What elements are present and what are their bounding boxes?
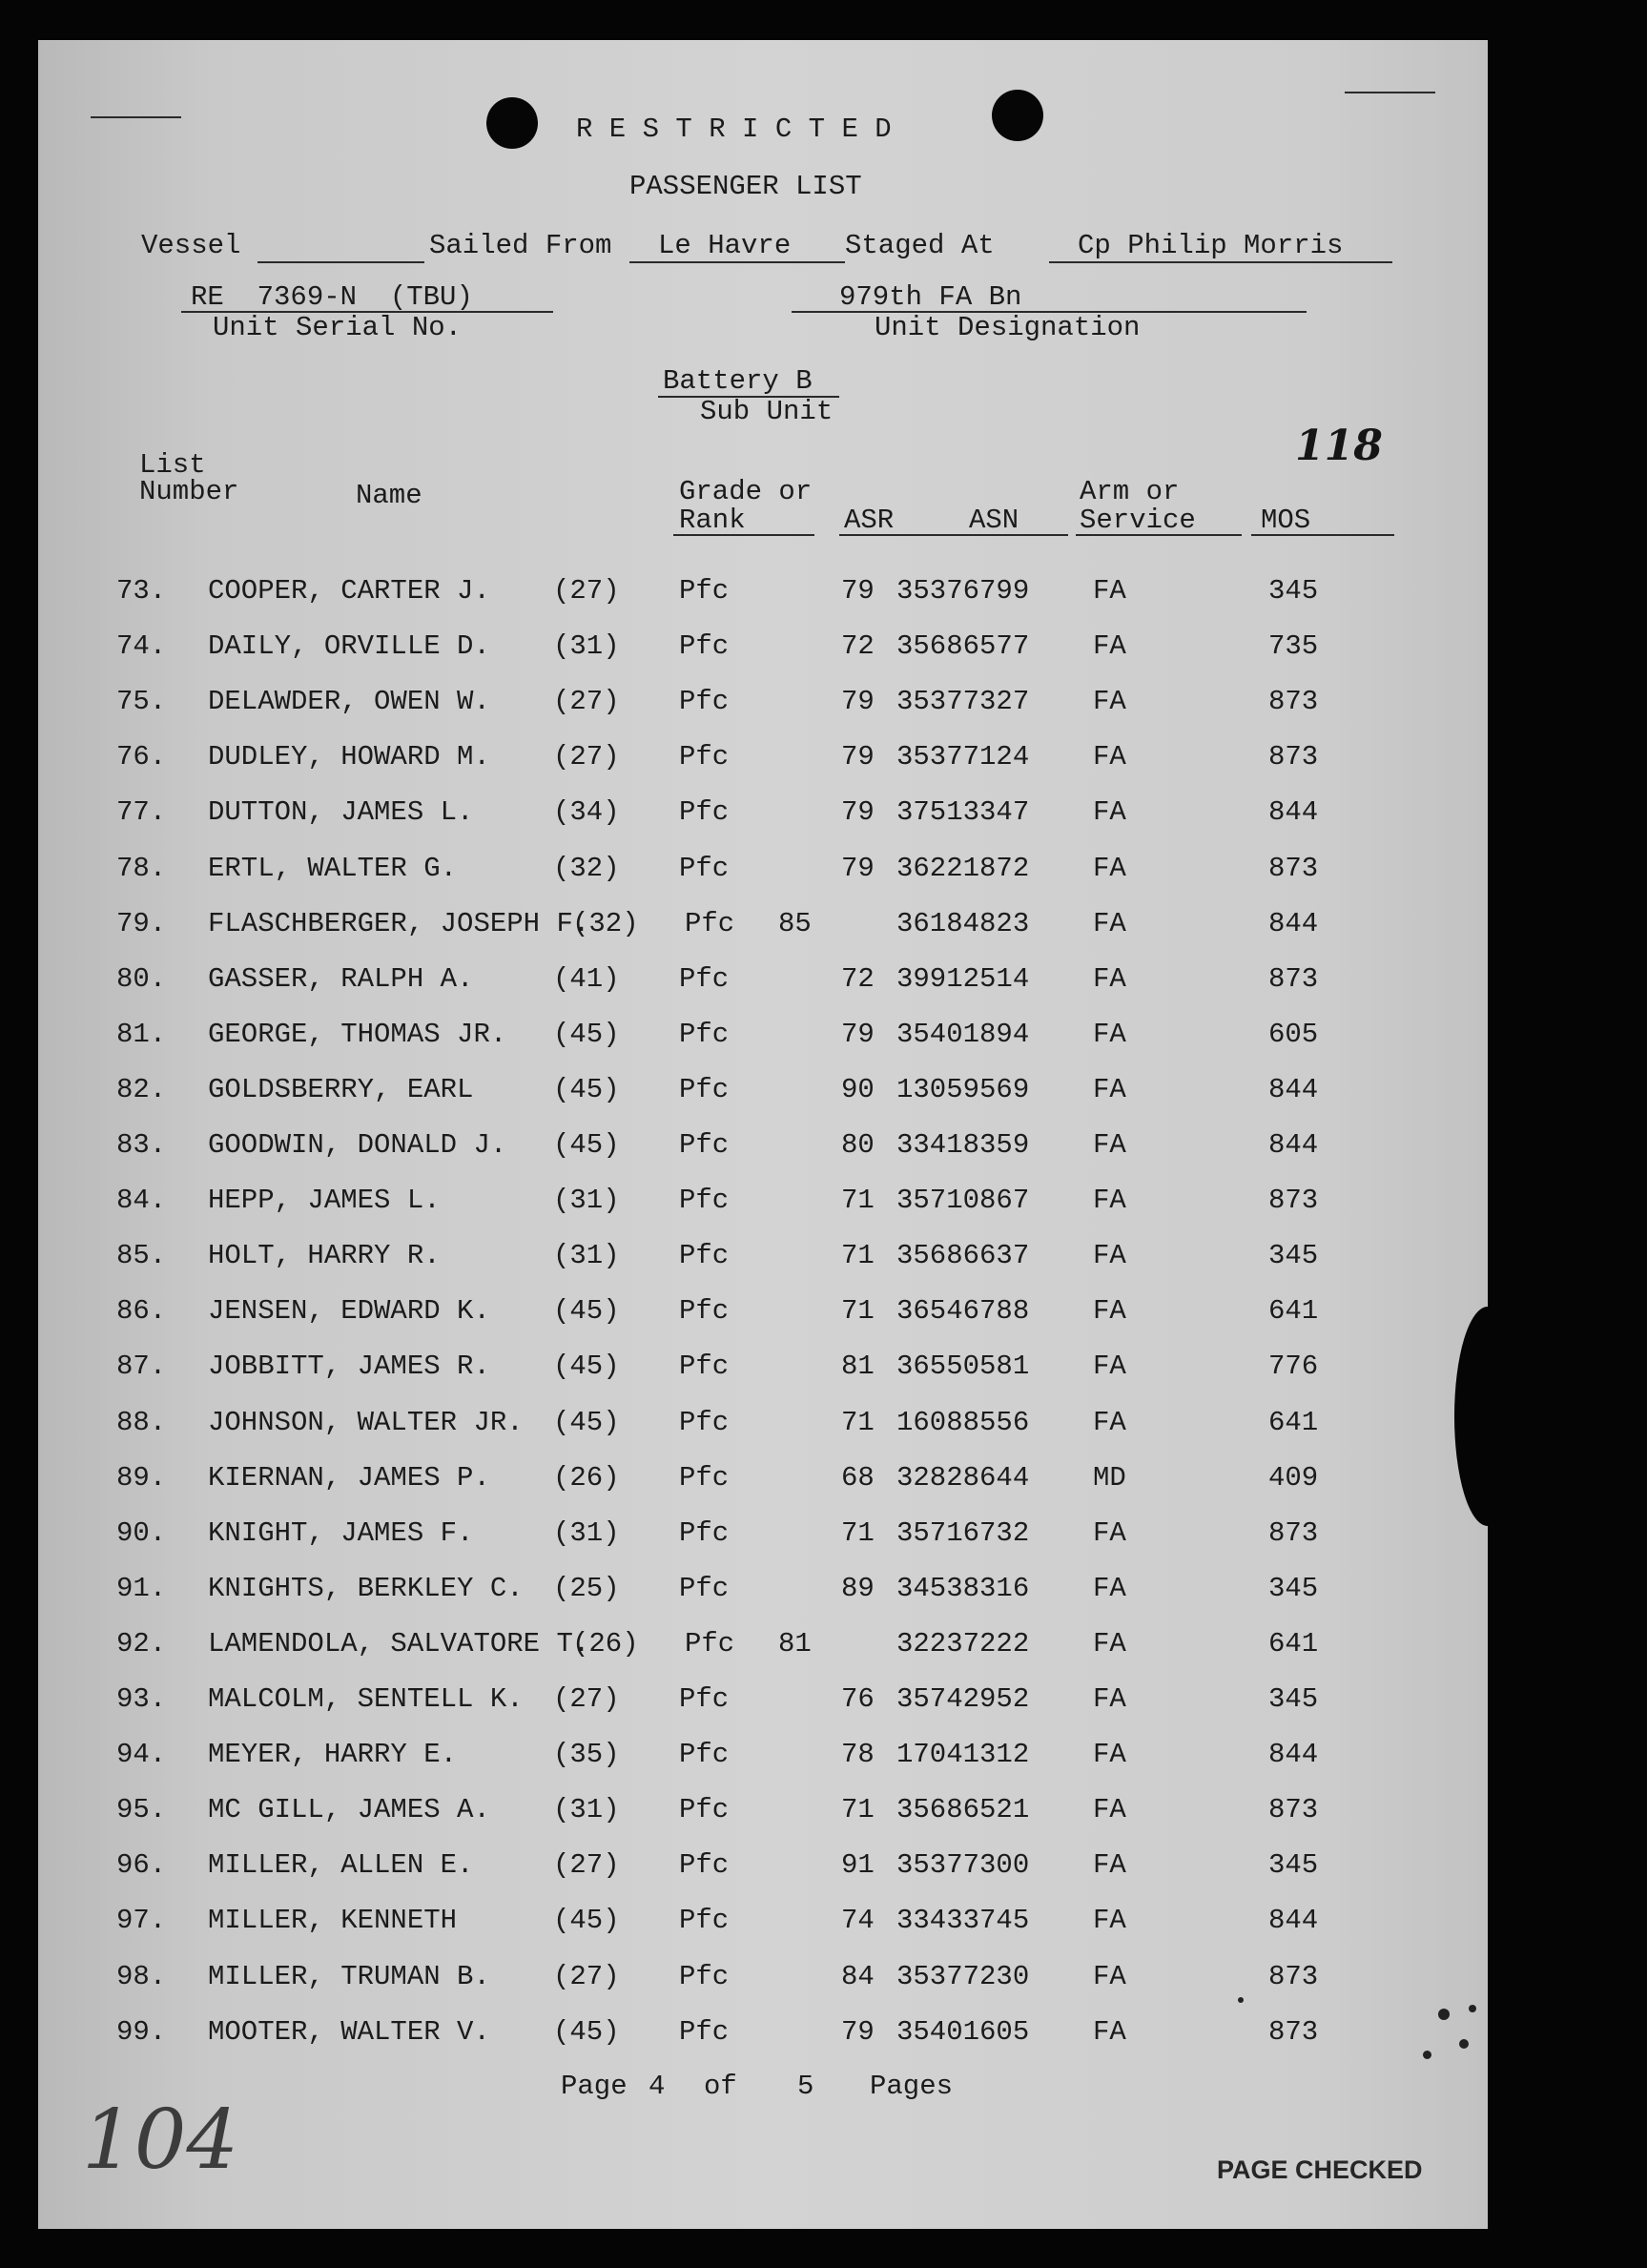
row-name: HOLT, HARRY R. <box>208 1240 441 1271</box>
row-arm: FA <box>1093 2016 1126 2048</box>
row-name: KIERNAN, JAMES P. <box>208 1462 490 1494</box>
row-asr: 79 <box>841 1019 875 1050</box>
row-rank: Pfc <box>679 1794 730 1825</box>
row-asn: 33433745 <box>896 1905 1030 1936</box>
row-mos: 873 <box>1268 853 1319 884</box>
row-arm: FA <box>1093 1517 1126 1549</box>
row-asn: 35401894 <box>896 1019 1030 1050</box>
col-grade: Grade or <box>679 476 813 507</box>
page-edge-tear <box>1454 1307 1521 1526</box>
row-name: ERTL, WALTER G. <box>208 853 458 884</box>
row-rank: Pfc <box>679 1295 730 1327</box>
sailed-from-value: Le Havre <box>658 230 792 261</box>
row-mos: 345 <box>1268 575 1319 607</box>
document-title: PASSENGER LIST <box>629 171 862 202</box>
row-asr: 80 <box>841 1129 875 1161</box>
row-rank: Pfc <box>679 963 730 995</box>
punch-hole-right <box>992 90 1043 141</box>
speck <box>1469 2005 1476 2012</box>
row-rank: Pfc <box>679 1961 730 1992</box>
row-list-number: 85. <box>116 1240 167 1271</box>
row-age: (27) <box>553 575 620 607</box>
row-list-number: 93. <box>116 1683 167 1715</box>
of-label: of <box>704 2071 737 2102</box>
row-mos: 873 <box>1268 963 1319 995</box>
row-age: (45) <box>553 1295 620 1327</box>
row-asn: 13059569 <box>896 1074 1030 1105</box>
row-name: MILLER, KENNETH <box>208 1905 458 1936</box>
row-asn: 35710867 <box>896 1185 1030 1216</box>
row-name: DAILY, ORVILLE D. <box>208 630 490 662</box>
row-list-number: 75. <box>116 686 167 717</box>
row-name: FLASCHBERGER, JOSEPH F. <box>208 908 590 939</box>
unit-designation-label: Unit Designation <box>875 312 1141 343</box>
row-arm: FA <box>1093 1185 1126 1216</box>
row-rank: Pfc <box>679 1517 730 1549</box>
row-asr: 71 <box>841 1794 875 1825</box>
row-asn: 35376799 <box>896 575 1030 607</box>
staged-at-label: Staged At <box>845 230 995 261</box>
row-age: (31) <box>553 630 620 662</box>
row-name: GASSER, RALPH A. <box>208 963 474 995</box>
row-age: (35) <box>553 1739 620 1770</box>
row-arm: FA <box>1093 1295 1126 1327</box>
row-age: (41) <box>553 963 620 995</box>
row-age: (45) <box>553 1905 620 1936</box>
row-arm: FA <box>1093 1961 1126 1992</box>
vessel-blank <box>257 261 424 263</box>
row-name: GOLDSBERRY, EARL <box>208 1074 474 1105</box>
row-name: DUTTON, JAMES L. <box>208 796 474 828</box>
row-list-number: 90. <box>116 1517 167 1549</box>
row-rank: Pfc <box>679 1739 730 1770</box>
row-arm: FA <box>1093 1074 1126 1105</box>
row-list-number: 74. <box>116 630 167 662</box>
row-arm: FA <box>1093 1739 1126 1770</box>
row-name: MC GILL, JAMES A. <box>208 1794 490 1825</box>
row-list-number: 97. <box>116 1905 167 1936</box>
row-arm: FA <box>1093 1407 1126 1438</box>
row-arm: FA <box>1093 1019 1126 1050</box>
punch-hole-left <box>486 97 538 149</box>
row-list-number: 95. <box>116 1794 167 1825</box>
row-list-number: 81. <box>116 1019 167 1050</box>
unit-designation-value: 979th FA Bn <box>839 281 1022 313</box>
row-name: HEPP, JAMES L. <box>208 1185 441 1216</box>
row-asr: 78 <box>841 1739 875 1770</box>
row-asn: 36221872 <box>896 853 1030 884</box>
row-arm: FA <box>1093 1628 1126 1660</box>
header-rule <box>1076 534 1242 536</box>
vessel-label: Vessel <box>141 230 241 261</box>
header-rule <box>673 534 814 536</box>
row-asr: 84 <box>841 1961 875 1992</box>
row-asn: 35686577 <box>896 630 1030 662</box>
page-number: 4 <box>649 2071 666 2102</box>
row-mos: 641 <box>1268 1407 1319 1438</box>
row-mos: 345 <box>1268 1849 1319 1881</box>
page-checked-stamp: PAGE CHECKED <box>1217 2155 1423 2184</box>
row-arm: FA <box>1093 575 1126 607</box>
row-asr: 79 <box>841 796 875 828</box>
row-name: KNIGHT, JAMES F. <box>208 1517 474 1549</box>
row-asr: 79 <box>841 741 875 773</box>
speck <box>1459 2039 1469 2049</box>
row-age: (27) <box>553 1849 620 1881</box>
row-asn: 36546788 <box>896 1295 1030 1327</box>
staged-at-value: Cp Philip Morris <box>1078 230 1344 261</box>
row-mos: 776 <box>1268 1350 1319 1382</box>
row-asn: 35377300 <box>896 1849 1030 1881</box>
row-name: JENSEN, EDWARD K. <box>208 1295 490 1327</box>
row-rank: Pfc <box>679 1074 730 1105</box>
row-list-number: 82. <box>116 1074 167 1105</box>
row-mos: 873 <box>1268 2016 1319 2048</box>
page-label: Page <box>561 2071 628 2102</box>
col-list-number: Number <box>139 476 239 507</box>
row-rank: Pfc <box>679 2016 730 2048</box>
col-arm: Service <box>1080 505 1196 536</box>
row-name: MALCOLM, SENTELL K. <box>208 1683 524 1715</box>
col-list-number: List <box>139 449 206 481</box>
row-mos: 844 <box>1268 1905 1319 1936</box>
row-mos: 409 <box>1268 1462 1319 1494</box>
col-mos: MOS <box>1261 505 1311 536</box>
row-asr: 74 <box>841 1905 875 1936</box>
row-asr: 71 <box>841 1185 875 1216</box>
row-name: GEORGE, THOMAS JR. <box>208 1019 507 1050</box>
row-mos: 844 <box>1268 796 1319 828</box>
row-age: (45) <box>553 1350 620 1382</box>
row-list-number: 83. <box>116 1129 167 1161</box>
row-list-number: 76. <box>116 741 167 773</box>
row-asr: 81 <box>778 1628 812 1660</box>
speck <box>1438 2009 1450 2020</box>
row-arm: FA <box>1093 908 1126 939</box>
row-asr: 71 <box>841 1517 875 1549</box>
row-mos: 641 <box>1268 1295 1319 1327</box>
row-mos: 844 <box>1268 1074 1319 1105</box>
row-rank: Pfc <box>679 741 730 773</box>
row-mos: 873 <box>1268 1794 1319 1825</box>
row-arm: FA <box>1093 1794 1126 1825</box>
row-asr: 71 <box>841 1295 875 1327</box>
row-arm: FA <box>1093 1683 1126 1715</box>
row-age: (45) <box>553 1019 620 1050</box>
row-asn: 37513347 <box>896 796 1030 828</box>
row-asr: 81 <box>841 1350 875 1382</box>
edge-mark <box>1345 92 1435 93</box>
row-mos: 345 <box>1268 1240 1319 1271</box>
row-arm: FA <box>1093 796 1126 828</box>
row-asr: 71 <box>841 1240 875 1271</box>
row-list-number: 86. <box>116 1295 167 1327</box>
row-mos: 345 <box>1268 1573 1319 1604</box>
row-mos: 873 <box>1268 1517 1319 1549</box>
row-asr: 85 <box>778 908 812 939</box>
row-asn: 35742952 <box>896 1683 1030 1715</box>
row-asn: 35401605 <box>896 2016 1030 2048</box>
row-list-number: 92. <box>116 1628 167 1660</box>
row-rank: Pfc <box>679 575 730 607</box>
row-asn: 35686637 <box>896 1240 1030 1271</box>
row-name: JOBBITT, JAMES R. <box>208 1350 490 1382</box>
row-asn: 36184823 <box>896 908 1030 939</box>
row-arm: FA <box>1093 1350 1126 1382</box>
row-rank: Pfc <box>679 796 730 828</box>
row-asn: 32828644 <box>896 1462 1030 1494</box>
row-name: GOODWIN, DONALD J. <box>208 1129 507 1161</box>
row-rank: Pfc <box>679 1019 730 1050</box>
row-rank: Pfc <box>679 1350 730 1382</box>
row-asr: 79 <box>841 686 875 717</box>
row-asr: 79 <box>841 2016 875 2048</box>
row-asn: 33418359 <box>896 1129 1030 1161</box>
row-name: MILLER, ALLEN E. <box>208 1849 474 1881</box>
row-mos: 873 <box>1268 686 1319 717</box>
row-asn: 32237222 <box>896 1628 1030 1660</box>
row-arm: FA <box>1093 686 1126 717</box>
row-arm: FA <box>1093 630 1126 662</box>
row-name: COOPER, CARTER J. <box>208 575 490 607</box>
row-arm: FA <box>1093 1905 1126 1936</box>
row-asr: 90 <box>841 1074 875 1105</box>
unit-serial-value: RE 7369-N (TBU) <box>191 281 473 313</box>
edge-mark <box>91 116 181 118</box>
row-arm: FA <box>1093 741 1126 773</box>
pen-note: 104 <box>82 2093 239 2188</box>
row-arm: FA <box>1093 1573 1126 1604</box>
row-name: JOHNSON, WALTER JR. <box>208 1407 524 1438</box>
row-rank: Pfc <box>679 1849 730 1881</box>
row-mos: 735 <box>1268 630 1319 662</box>
row-list-number: 78. <box>116 853 167 884</box>
row-mos: 844 <box>1268 1739 1319 1770</box>
row-rank: Pfc <box>679 1407 730 1438</box>
row-rank: Pfc <box>679 1185 730 1216</box>
sub-unit-label: Sub Unit <box>700 396 834 427</box>
row-list-number: 94. <box>116 1739 167 1770</box>
row-rank: Pfc <box>679 630 730 662</box>
row-mos: 844 <box>1268 908 1319 939</box>
row-asr: 76 <box>841 1683 875 1715</box>
sailed-from-label: Sailed From <box>429 230 612 261</box>
row-list-number: 89. <box>116 1462 167 1494</box>
row-name: DELAWDER, OWEN W. <box>208 686 490 717</box>
row-name: LAMENDOLA, SALVATORE T. <box>208 1628 590 1660</box>
row-asn: 35377327 <box>896 686 1030 717</box>
row-age: (34) <box>553 796 620 828</box>
row-arm: FA <box>1093 853 1126 884</box>
pages-label: Pages <box>870 2071 954 2102</box>
row-arm: FA <box>1093 1129 1126 1161</box>
row-list-number: 73. <box>116 575 167 607</box>
row-list-number: 80. <box>116 963 167 995</box>
row-age: (45) <box>553 1407 620 1438</box>
row-asn: 35377230 <box>896 1961 1030 1992</box>
col-asr: ASR <box>844 505 895 536</box>
row-asn: 35377124 <box>896 741 1030 773</box>
row-mos: 641 <box>1268 1628 1319 1660</box>
handwritten-page-number: 118 <box>1295 422 1383 470</box>
row-mos: 873 <box>1268 1185 1319 1216</box>
row-arm: FA <box>1093 1240 1126 1271</box>
row-asn: 16088556 <box>896 1407 1030 1438</box>
row-rank: Pfc <box>685 1628 735 1660</box>
row-age: (31) <box>553 1185 620 1216</box>
row-asn: 36550581 <box>896 1350 1030 1382</box>
row-list-number: 98. <box>116 1961 167 1992</box>
unit-serial-label: Unit Serial No. <box>213 312 463 343</box>
row-mos: 873 <box>1268 741 1319 773</box>
row-rank: Pfc <box>679 686 730 717</box>
row-age: (27) <box>553 1683 620 1715</box>
row-asr: 72 <box>841 963 875 995</box>
row-asr: 89 <box>841 1573 875 1604</box>
row-list-number: 96. <box>116 1849 167 1881</box>
row-list-number: 88. <box>116 1407 167 1438</box>
row-asn: 35686521 <box>896 1794 1030 1825</box>
col-grade: Rank <box>679 505 746 536</box>
row-arm: FA <box>1093 963 1126 995</box>
row-age: (31) <box>553 1240 620 1271</box>
row-rank: Pfc <box>679 1573 730 1604</box>
row-age: (45) <box>553 2016 620 2048</box>
restricted-label: R E S T R I C T E D <box>576 113 892 145</box>
page-total: 5 <box>797 2071 814 2102</box>
col-name: Name <box>356 480 422 511</box>
row-mos: 873 <box>1268 1961 1319 1992</box>
row-asr: 79 <box>841 575 875 607</box>
row-name: KNIGHTS, BERKLEY C. <box>208 1573 524 1604</box>
row-age: (26) <box>572 1628 639 1660</box>
speck <box>1238 1997 1244 2003</box>
row-mos: 844 <box>1268 1129 1319 1161</box>
row-age: (26) <box>553 1462 620 1494</box>
row-age: (32) <box>553 853 620 884</box>
row-age: (31) <box>553 1517 620 1549</box>
row-list-number: 99. <box>116 2016 167 2048</box>
row-asn: 17041312 <box>896 1739 1030 1770</box>
row-asn: 34538316 <box>896 1573 1030 1604</box>
row-rank: Pfc <box>679 1462 730 1494</box>
header-rule <box>839 534 1068 536</box>
row-list-number: 77. <box>116 796 167 828</box>
sub-unit-value: Battery B <box>663 365 813 397</box>
row-list-number: 84. <box>116 1185 167 1216</box>
row-age: (27) <box>553 741 620 773</box>
row-asr: 68 <box>841 1462 875 1494</box>
row-name: MOOTER, WALTER V. <box>208 2016 490 2048</box>
row-asr: 72 <box>841 630 875 662</box>
row-age: (45) <box>553 1129 620 1161</box>
row-asn: 35716732 <box>896 1517 1030 1549</box>
document-page <box>38 40 1488 2229</box>
row-asr: 79 <box>841 853 875 884</box>
row-age: (27) <box>553 686 620 717</box>
staged-at-underline <box>1049 261 1392 263</box>
col-arm: Arm or <box>1080 476 1180 507</box>
row-mos: 345 <box>1268 1683 1319 1715</box>
speck <box>1423 2051 1431 2059</box>
row-age: (25) <box>553 1573 620 1604</box>
row-name: MILLER, TRUMAN B. <box>208 1961 490 1992</box>
row-list-number: 87. <box>116 1350 167 1382</box>
row-age: (32) <box>572 908 639 939</box>
row-asr: 71 <box>841 1407 875 1438</box>
row-name: DUDLEY, HOWARD M. <box>208 741 490 773</box>
row-age: (45) <box>553 1074 620 1105</box>
row-arm: MD <box>1093 1462 1126 1494</box>
row-list-number: 91. <box>116 1573 167 1604</box>
row-rank: Pfc <box>679 1683 730 1715</box>
row-mos: 605 <box>1268 1019 1319 1050</box>
row-age: (31) <box>553 1794 620 1825</box>
row-rank: Pfc <box>679 853 730 884</box>
row-arm: FA <box>1093 1849 1126 1881</box>
row-name: MEYER, HARRY E. <box>208 1739 458 1770</box>
sailed-from-underline <box>629 261 845 263</box>
row-asn: 39912514 <box>896 963 1030 995</box>
row-list-number: 79. <box>116 908 167 939</box>
header-rule <box>1251 534 1394 536</box>
col-asn: ASN <box>969 505 1019 536</box>
row-rank: Pfc <box>679 1129 730 1161</box>
row-asr: 91 <box>841 1849 875 1881</box>
row-rank: Pfc <box>679 1240 730 1271</box>
row-rank: Pfc <box>679 1905 730 1936</box>
row-rank: Pfc <box>685 908 735 939</box>
row-age: (27) <box>553 1961 620 1992</box>
